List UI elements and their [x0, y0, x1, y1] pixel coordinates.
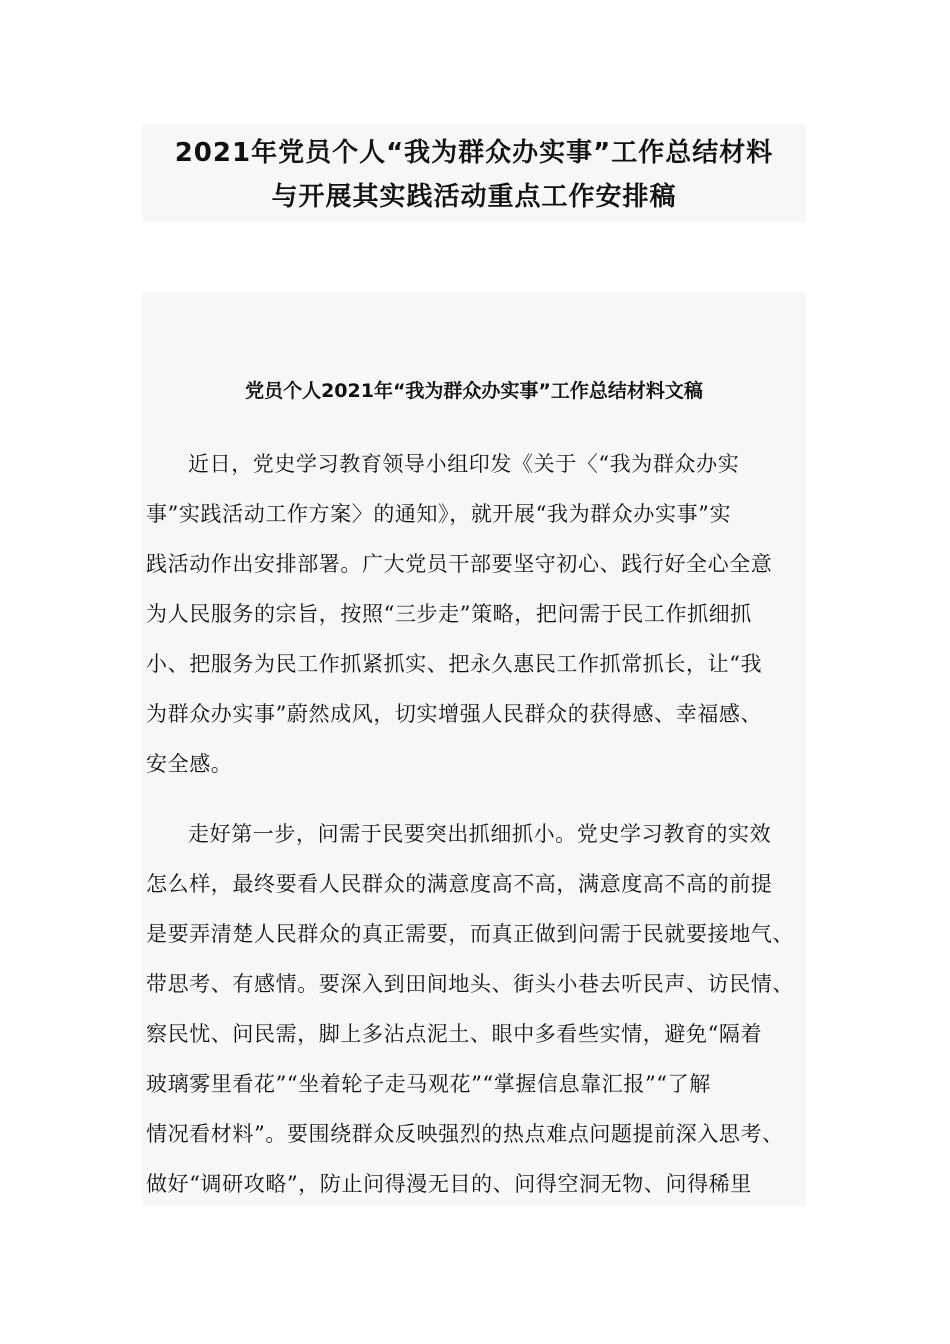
title-block	[142, 124, 806, 222]
paragraph-2-line: 怎么样，最终要看人民群众的满意度高不高，满意度高不高的前提	[146, 872, 773, 896]
paragraph-1-line: 事”实践活动工作方案〉的通知》，就开展“我为群众办实事”实	[146, 502, 732, 526]
document-body	[142, 292, 806, 1206]
paragraph-2-line: 走好第一步，问需于民要突出抓细抓小。党史学习教育的实效	[188, 822, 772, 846]
paragraph-1-line: 小、把服务为民工作抓紧抓实、把永久惠民工作抓常抓长，让“我	[146, 652, 763, 676]
paragraph-1-line: 为群众办实事”蔚然成风，切实增强人民群众的获得感、幸福感、	[146, 702, 763, 726]
paragraph-2-line: 情况看材料”。要围绕群众反映强烈的热点难点问题提前深入思考、	[146, 1122, 784, 1146]
document-title-line-2: 与开展其实践活动重点工作安排稿	[271, 182, 677, 212]
paragraph-2-line: 察民忧、问民需，脚上多沾点泥土、眼中多看些实情，避免“隔着	[146, 1022, 763, 1046]
document-title-line-1: 2021年党员个人“我为群众办实事”工作总结材料	[174, 138, 774, 168]
paragraph-2-line: 带思考、有感情。要深入到田间地头、街头小巷去听民声、访民情、	[146, 972, 794, 996]
paragraph-1-line: 践活动作出安排部署。广大党员干部要坚守初心、践行好全心全意	[146, 552, 773, 576]
section-subtitle: 党员个人2021年“我为群众办实事”工作总结材料文稿	[245, 380, 703, 402]
paragraph-2-line: 是要弄清楚人民群众的真正需要，而真正做到问需于民就要接地气、	[146, 922, 794, 946]
paragraph-1-line: 为人民服务的宗旨，按照“三步走”策略，把问需于民工作抓细抓	[146, 602, 752, 626]
paragraph-2-line: 做好“调研攻略”，防止问得漫无目的、问得空洞无物、问得稀里	[146, 1172, 752, 1196]
paragraph-2-line: 玻璃雾里看花”“坐着轮子走马观花”“掌握信息靠汇报”“了解	[146, 1072, 711, 1096]
paragraph-1-line: 安全感。	[146, 752, 233, 776]
paragraph-1-line: 近日，党史学习教育领导小组印发《关于〈“我为群众办实	[188, 452, 740, 476]
